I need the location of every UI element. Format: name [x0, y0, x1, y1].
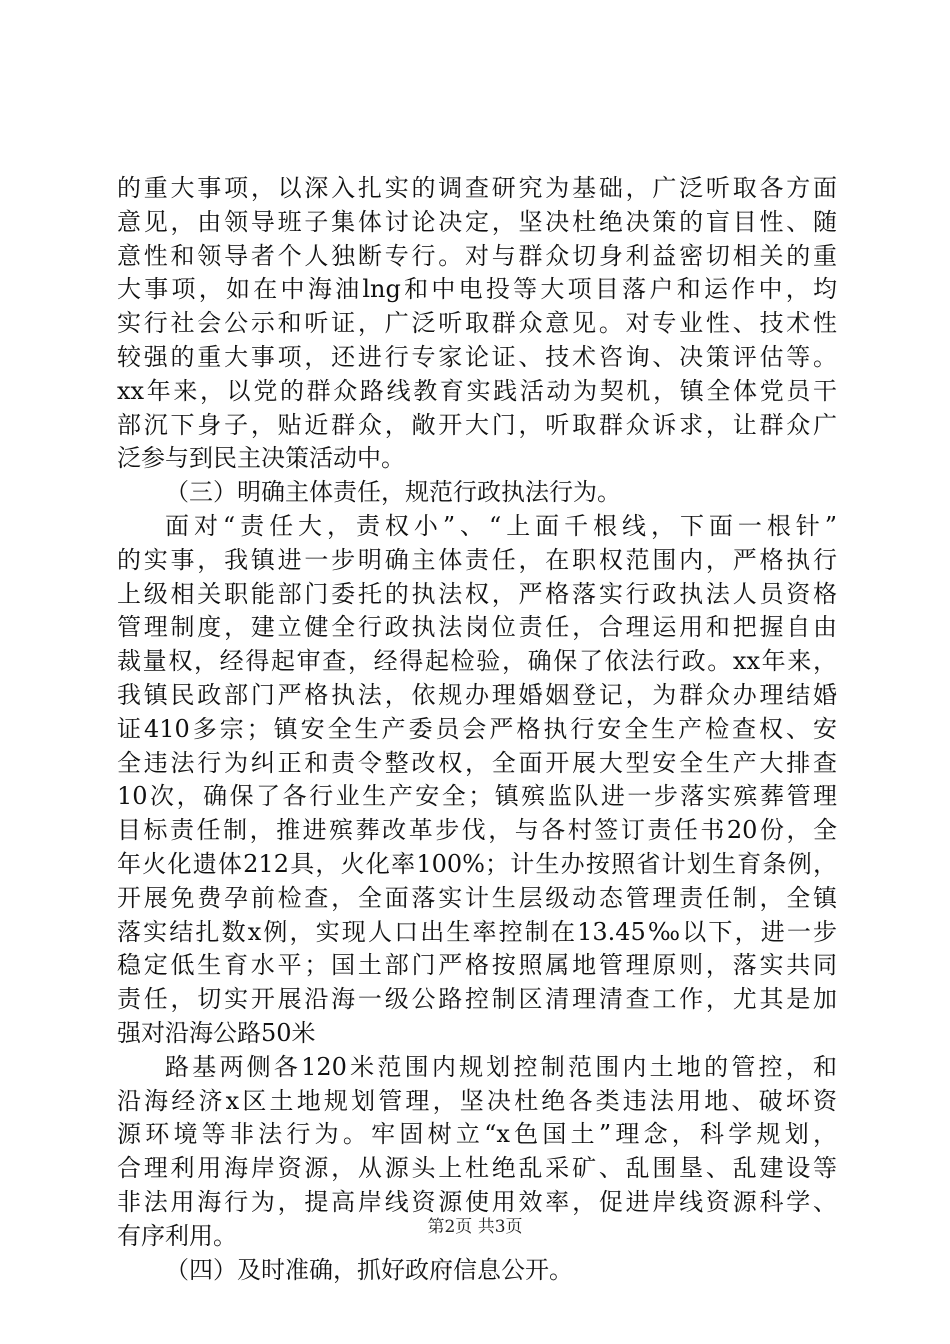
paragraph-p5 [117, 1254, 837, 1288]
text-line: 大事项，如在中海油lng和中电投等大项目落户和运作中，均 [117, 275, 837, 304]
text-line: 泛参与到民主决策活动中。 [117, 444, 405, 473]
text-line: 目标责任制，推进殡葬改革步伐，与各村签订责任书20份，全 [117, 816, 837, 845]
text-line: 稳定低生育水平；国土部门严格按照属地管理原则，落实共同 [117, 951, 837, 980]
paragraph-p2 [117, 476, 837, 510]
text-line: 年火化遗体212具，火化率100%；计生办按照省计划生育条例， [117, 849, 837, 878]
text-line: 上级相关职能部门委托的执法权，严格落实行政执法人员资格 [117, 579, 837, 608]
text-line: 源环境等非法行为。牢固树立“x色国土”理念，科学规划， [117, 1120, 837, 1149]
text-line: 裁量权，经得起审查，经得起检验，确保了依法行政。xx年来， [117, 647, 837, 676]
text-line: 部沉下身子，贴近群众，敞开大门，听取群众诉求，让群众广 [117, 410, 837, 439]
text-line: 意性和领导者个人独断专行。对与群众切身利益密切相关的重 [117, 241, 837, 270]
text-line: （四）及时准确，抓好政府信息公开。 [165, 1255, 573, 1284]
text-line: 开展免费孕前检查，全面落实计生层级动态管理责任制，全镇 [117, 883, 837, 912]
text-line: 面对“责任大，责权小”、“上面千根线，下面一根针” [165, 511, 837, 540]
text-line: 管理制度，建立健全行政执法岗位责任，合理运用和把握自由 [117, 613, 837, 642]
text-line: 的重大事项，以深入扎实的调查研究为基础，广泛听取各方面 [117, 174, 837, 202]
text-line: 意见，由领导班子集体讨论决定，坚决杜绝决策的盲目性、随 [117, 207, 837, 236]
document-body [117, 172, 837, 1287]
text-line: 10次，确保了各行业生产安全；镇殡监队进一步落实殡葬管理 [117, 782, 837, 811]
text-line: 实行社会公示和听证，广泛听取群众意见。对专业性、技术性 [117, 309, 837, 338]
text-line: 责任，切实开展沿海一级公路控制区清理清查工作，尤其是加 [117, 985, 837, 1014]
text-line: 有序利用。 [117, 1221, 237, 1250]
text-line: 合理利用海岸资源，从源头上杜绝乱采矿、乱围垦、乱建设等 [117, 1154, 837, 1183]
text-line: 非法用海行为，提高岸线资源使用效率，促进岸线资源科学、 [117, 1187, 837, 1216]
text-line: 较强的重大事项，还进行专家论证、技术咨询、决策评估等。 [117, 342, 837, 371]
text-line: 我镇民政部门严格执法，依规办理婚姻登记，为群众办理结婚 [117, 680, 837, 709]
text-line: 沿海经济x区土地规划管理，坚决杜绝各类违法用地、破坏资 [117, 1086, 837, 1115]
text-line: 的实事，我镇进一步明确主体责任，在职权范围内，严格执行 [117, 545, 837, 574]
text-line: xx年来，以党的群众路线教育实践活动为契机，镇全体党员干 [117, 376, 837, 405]
paragraph-p1 [117, 172, 837, 476]
text-line: 证410多宗；镇安全生产委员会严格执行安全生产检查权、安 [117, 714, 837, 743]
paragraph-p3 [117, 510, 837, 1051]
text-line: 落实结扎数x例，实现人口出生率控制在13.45‰以下，进一步 [117, 917, 837, 946]
text-line: （三）明确主体责任，规范行政执法行为。 [165, 478, 621, 507]
text-line: 强对沿海公路50米 [117, 1018, 316, 1047]
text-line: 全违法行为纠正和责令整改权，全面开展大型安全生产大排查 [117, 748, 837, 777]
page-footer: 第2页 共3页 [427, 1217, 523, 1237]
text-line: 路基两侧各120米范围内规划控制范围内土地的管控，和 [165, 1052, 837, 1081]
